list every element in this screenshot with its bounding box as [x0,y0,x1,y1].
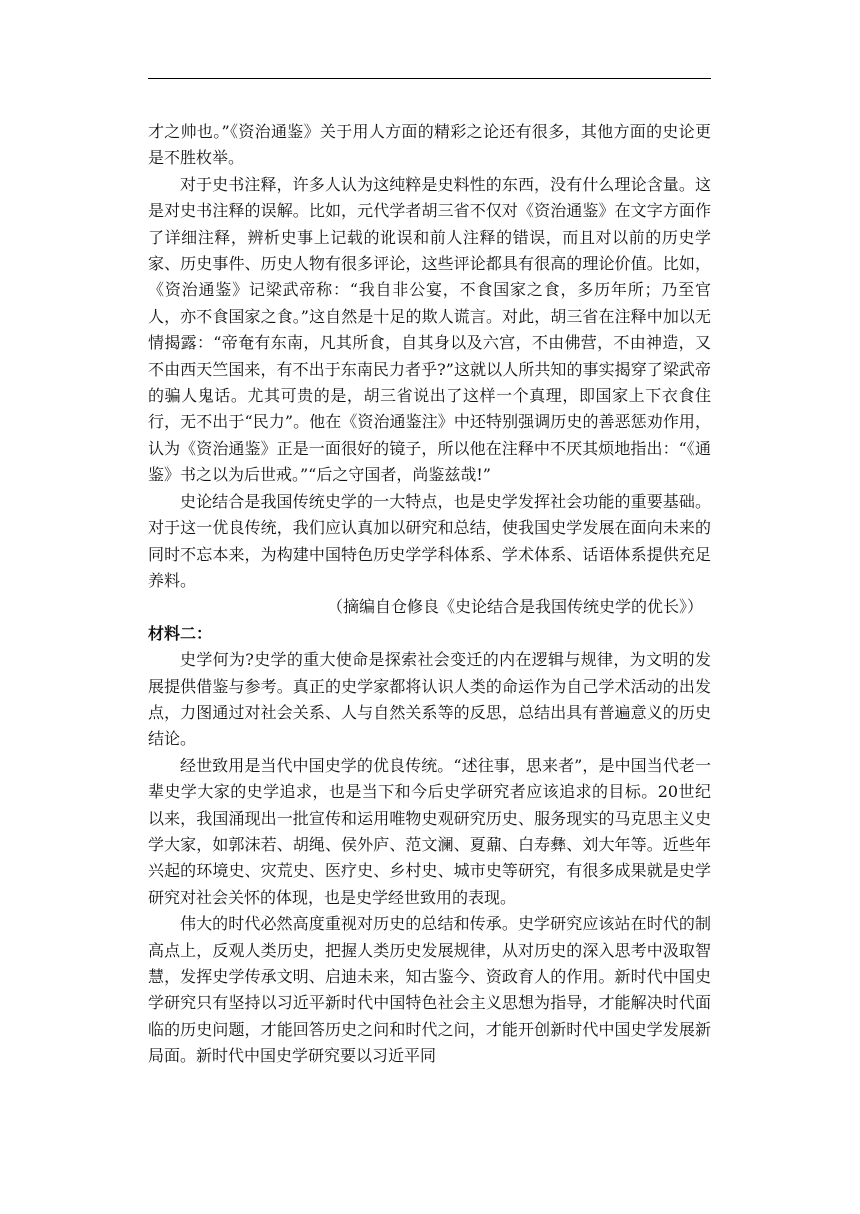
paragraph-era: 伟大的时代必然高度重视对历史的总结和传承。史学研究应该站在时代的制高点上，反观人类历史，把握人类历史发展规律，从对历史的深入思考中汲取智慧，发挥史学传承文明、启迪未来，知古鉴今、资政育人的作用。新时代中国史学研究只有坚持以习近平新时代中国特色社会主义思想为指导，才能解决时代面临的历史问题，才能回答历史之问和时代之问，才能开创新时代中国史学发展新局面。新时代中国史学研究要以习近平同 [148,914,711,1066]
paragraph-annotation: 对于史书注释，许多人认为这纯粹是史料性的东西，没有什么理论含量。这是对史书注释的误解。比如，元代学者胡三省不仅对《资治通鉴》在文字方面作了详细注释，辨析史事上记载的讹误和前人注释的错误，而且对以前的历史学家、历史事件、历史人物有很多评论，这些评论都具有很高的理论价值。比如，《资治通鉴》记梁武帝称：“我自非公宴，不食国家之食，多历年所；乃至官人，亦不食国家之食。”这自然是十足的欺人谎言。对此，胡三省在注释中加以无情揭露：“帝奄有东南，凡其所食，自其身以及六宫，不由佛营，不由神造，又不由西天竺国来，有不出于东南民力者乎?”这就以人所共知的事实揭穿了梁武帝的骗人鬼话。尤其可贵的是，胡三省说出了这样一个真理，即国家上下衣食住行，无不出于“民力”。他在《资治通鉴注》中还特别强调历史的善恶惩劝作用，认为《资治通鉴》正是一面很好的镜子，所以他在注释中不厌其烦地指出：“《通鉴》书之以为后世戒。”“后之守国者，尚鉴兹哉!” [148,174,711,485]
paragraph-conclusion: 史论结合是我国传统史学的一大特点，也是史学发挥社会功能的重要基础。对于这一优良传统，我们应认真加以研究和总结，使我国史学发展在面向未来的同时不忘本来，为构建中国特色历史学学科体系、学术体系、话语体系提供充足养料。 [148,491,711,590]
paragraph-continuation: 才之帅也。”《资治通鉴》关于用人方面的精彩之论还有很多，其他方面的史论更是不胜枚举。 [148,122,711,168]
paragraph-mission: 史学何为?史学的重大使命是探索社会变迁的内在逻辑与规律，为文明的发展提供借鉴与参考。真正的史学家都将认识人类的命运作为自己学术活动的出发点，力图通过对社会关系、人与自然关系等的反思，总结出具有普遍意义的历史结论。 [148,650,711,749]
document-body [148,119,711,1070]
header-rule [148,78,711,79]
paragraph-tradition: 经世致用是当代中国史学的优良传统。“述往事，思来者”，是中国当代老一辈史学大家的史学追求，也是当下和今后史学研究者应该追求的目标。20世纪以来，我国涌现出一批宣传和运用唯物史观研究历史、服务现实的马克思主义史学大家，如郭沫若、胡绳、侯外庐、范文澜、夏鼐、白寿彝、刘大年等。近些年兴起的环境史、灾荒史、医疗史、乡村史、城市史等研究，有很多成果就是史学研究对社会关怀的体现，也是史学经世致用的表现。 [148,755,711,907]
source-citation: （摘编自仓修良《史论结合是我国传统史学的优长》） [326,597,703,617]
section-heading-material-two: 材料二： [148,623,213,643]
